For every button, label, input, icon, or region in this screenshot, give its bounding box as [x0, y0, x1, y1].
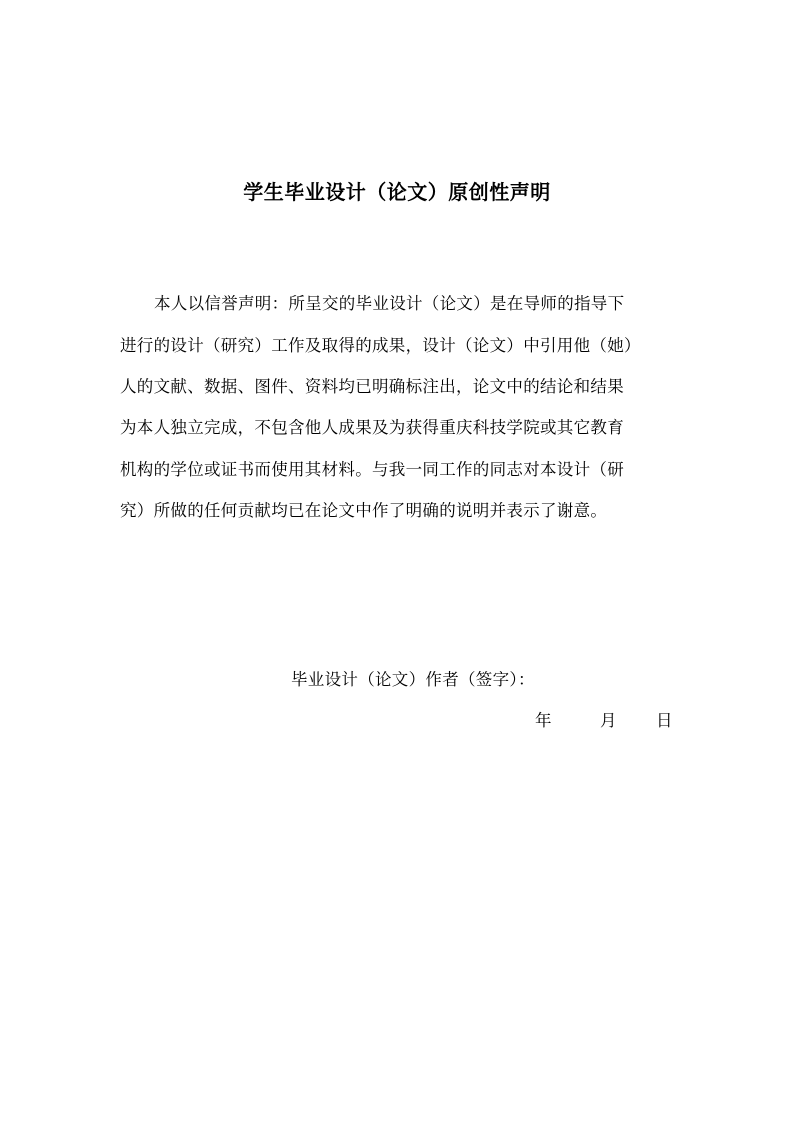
author-signature-label: 毕业设计（论文）作者（签字）：	[291, 670, 535, 689]
date-day-label: 日	[656, 711, 673, 730]
declaration-line-1: 本人以信誉声明：所呈交的毕业设计（论文）是在导师的指导下	[154, 294, 625, 313]
declaration-line-6: 究）所做的任何贡献均已在论文中作了明确的说明并表示了谢意。	[120, 501, 608, 520]
date-year-label: 年	[535, 711, 552, 730]
declaration-line-2: 进行的设计（研究）工作及取得的成果，设计（论文）中引用他（她）	[120, 336, 641, 355]
date-month-label: 月	[600, 711, 617, 730]
page-title: 学生毕业设计（论文）原创性声明	[243, 180, 551, 204]
declaration-line-3: 人的文献、数据、图件、资料均已明确标注出，论文中的结论和结果	[120, 377, 624, 396]
declaration-line-5: 机构的学位或证书而使用其材料。与我一同工作的同志对本设计（研	[120, 460, 624, 479]
declaration-line-4: 为本人独立完成，不包含他人成果及为获得重庆科技学院或其它教育	[120, 418, 624, 437]
